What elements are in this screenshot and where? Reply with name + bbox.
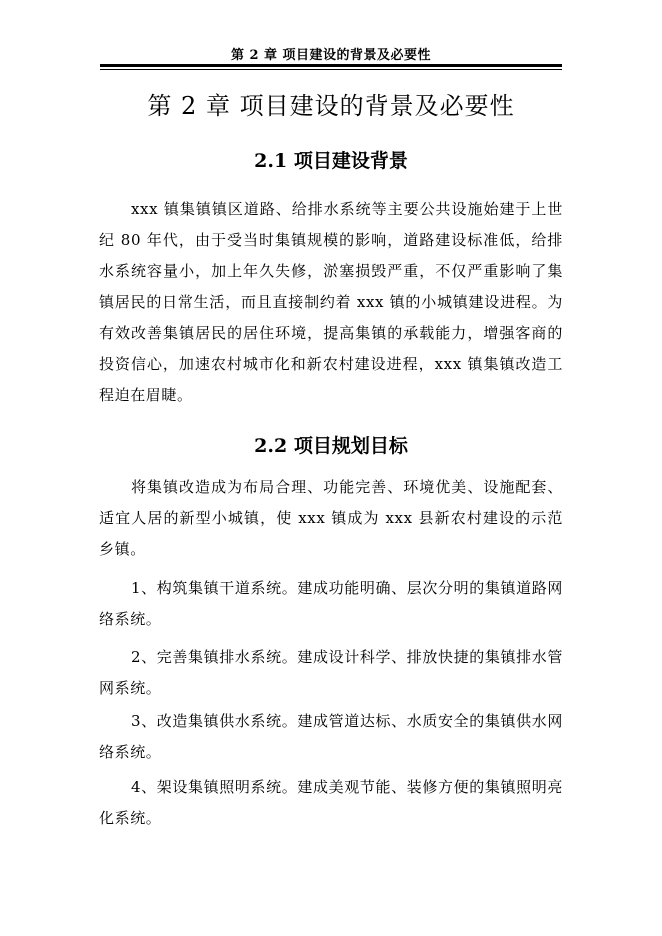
- goal-item-2: 2、完善集镇排水系统。建成设计科学、排放快捷的集镇排水管网系统。: [99, 648, 563, 697]
- section-title-2-2: 2.2 项目规划目标: [254, 435, 408, 457]
- goal-item-4: 4、架设集镇照明系统。建成美观节能、装修方便的集镇照明亮化系统。: [99, 778, 563, 827]
- background-paragraph: xxx 镇集镇镇区道路、给排水系统等主要公共设施始建于上世纪 80 年代，由于受当时集镇规模的影响，道路建设标准低，给排水系统容量小，加上年久失修，淤塞损毁严重，不仅严重影响了集镇居民的日常生活，而且直接制约着 xxx 镇的小城镇建设进程。为有效改善集镇居民的居住环境，提高集镇的承载能力，增强客商的投资信心，加速农村城市化和新农村建设进程，xxx 镇集镇改造工程迫在眉睫。: [99, 200, 563, 404]
- chapter-title: 第 2 章 项目建设的背景及必要性: [147, 92, 515, 120]
- section-title-2-1: 2.1 项目建设背景: [254, 150, 408, 172]
- running-header: 第 2 章 项目建设的背景及必要性: [230, 48, 432, 63]
- header-rule: [100, 64, 562, 67]
- header-rule-thin: [100, 69, 562, 70]
- goal-item-1: 1、构筑集镇干道系统。建成功能明确、层次分明的集镇道路网络系统。: [99, 579, 563, 628]
- goal-paragraph: 将集镇改造成为布局合理、功能完善、环境优美、设施配套、适宜人居的新型小城镇，使 xxx 镇成为 xxx 县新农村建设的示范乡镇。: [99, 478, 563, 558]
- goal-item-3: 3、改造集镇供水系统。建成管道达标、水质安全的集镇供水网络系统。: [99, 712, 563, 761]
